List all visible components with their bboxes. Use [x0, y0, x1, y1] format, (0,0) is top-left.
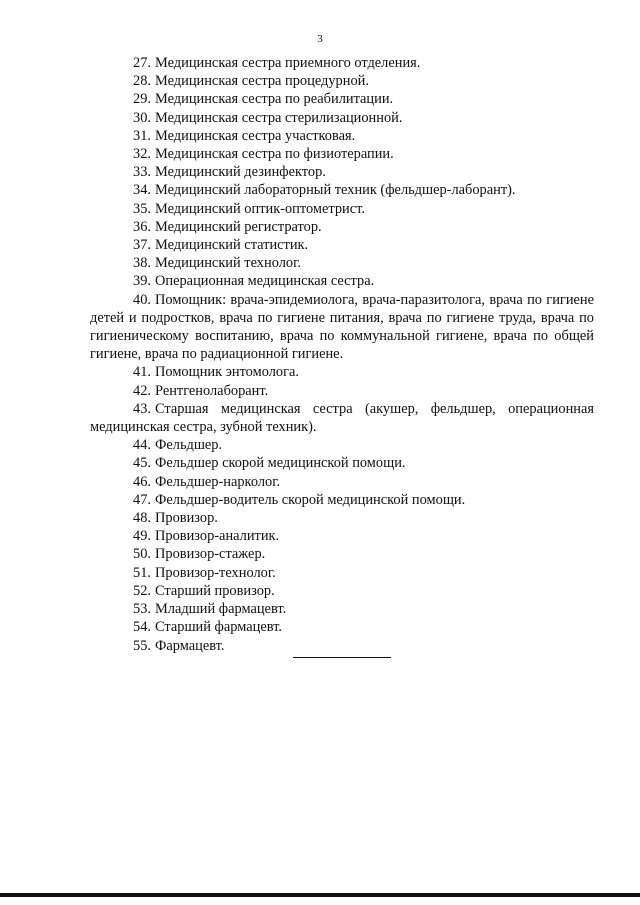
list-item-number: 50. — [133, 546, 151, 563]
list-item-text: Медицинский дезинфектор. — [155, 164, 326, 181]
list-item — [90, 400, 594, 436]
list-item-text: Фармацевт. — [155, 637, 225, 654]
list-item — [90, 254, 594, 272]
list-item-number: 42. — [133, 382, 151, 399]
list-item-text: Медицинская сестра участковая. — [155, 127, 356, 144]
list-item-number: 40. — [133, 291, 151, 308]
list-item-text: Медицинский регистратор. — [155, 218, 322, 235]
list-item — [90, 545, 594, 563]
list-item-number: 27. — [133, 55, 151, 71]
list-item-text: Провизор-аналитик. — [155, 528, 280, 545]
list-item — [90, 54, 594, 72]
list-item — [90, 236, 594, 254]
list-item-number: 37. — [133, 237, 151, 254]
list-item-number: 39. — [133, 273, 151, 290]
list-item-number: 29. — [133, 91, 151, 108]
list-item-text: Фельдшер скорой медицинской помощи. — [155, 455, 406, 472]
list-item-number: 34. — [133, 182, 151, 199]
list-item-text: Старшая медицинская сестра (акушер, фельдшер, операционная медицинская сестра, зубной техник). — [90, 400, 594, 436]
list-item-text: Старший фармацевт. — [155, 619, 282, 636]
list-item-number: 38. — [133, 255, 151, 272]
list-item-text: Младший фармацевт. — [155, 601, 287, 618]
page-bottom-edge — [0, 893, 640, 897]
list-item-text: Фельдшер-нарколог. — [155, 473, 281, 490]
list-item — [90, 582, 594, 600]
list-item-text: Медицинский оптик-оптометрист. — [155, 200, 365, 217]
list-item-number: 48. — [133, 510, 151, 527]
list-item-number: 55. — [133, 637, 151, 654]
list-item-text: Медицинский лабораторный техник (фельдшер-лаборант). — [155, 182, 516, 199]
list-item — [90, 491, 594, 509]
list-item — [90, 618, 594, 636]
list-item-text: Медицинский технолог. — [155, 255, 301, 272]
list-item — [90, 363, 594, 381]
list-item-text: Фельдшер. — [155, 437, 223, 454]
list-item — [90, 291, 594, 364]
list-item-number: 53. — [133, 601, 151, 618]
list-item-text: Медицинская сестра по реабилитации. — [155, 91, 394, 108]
list-item-number: 44. — [133, 437, 151, 454]
list-item-number: 28. — [133, 73, 151, 90]
list-item — [90, 436, 594, 454]
list-item — [90, 90, 594, 108]
list-item-number: 47. — [133, 491, 151, 508]
list-item-text: Медицинская сестра по физиотерапии. — [155, 146, 394, 163]
list-item — [90, 163, 594, 181]
list-item-text: Медицинский статистик. — [155, 237, 309, 254]
list-item-text: Операционная медицинская сестра. — [155, 273, 375, 290]
list-item-number: 46. — [133, 473, 151, 490]
list-item-text: Помощник энтомолога. — [155, 364, 299, 381]
list-item-text: Рентгенолаборант. — [155, 382, 269, 399]
list-item-number: 43. — [133, 400, 151, 417]
list-item-text: Провизор-стажер. — [155, 546, 266, 563]
list-item — [90, 72, 594, 90]
list-item-number: 35. — [133, 200, 151, 217]
list-item — [90, 454, 594, 472]
list-item — [90, 109, 594, 127]
list-item — [90, 200, 594, 218]
list-item-text: Медицинская сестра стерилизационной. — [155, 109, 403, 126]
list-item-text: Провизор. — [155, 510, 218, 527]
end-divider-line — [293, 657, 391, 658]
list-item-number: 30. — [133, 109, 151, 126]
list-item-number: 51. — [133, 564, 151, 581]
list-item-text: Медицинская сестра приемного отделения. — [155, 55, 421, 71]
list-item-text: Старший провизор. — [155, 582, 275, 599]
position-list — [90, 54, 594, 655]
list-item-number: 32. — [133, 146, 151, 163]
list-item-text: Помощник: врача-эпидемиолога, врача-паразитолога, врача по гигиене детей и подростков, врача по гигиене питания, врача по гигиене труда, врача по гигиеническому воспитанию, врача по коммунальной гигиене, врача по общей гигиене, врача по радиационной гигиене. — [90, 291, 594, 363]
list-item — [90, 564, 594, 582]
list-item — [90, 272, 594, 290]
page-number: 3 — [317, 33, 323, 45]
list-item — [90, 127, 594, 145]
list-item — [90, 382, 594, 400]
list-item-number: 31. — [133, 127, 151, 144]
list-item-number: 41. — [133, 364, 151, 381]
list-item — [90, 637, 594, 655]
list-item-number: 54. — [133, 619, 151, 636]
list-item — [90, 181, 594, 199]
list-item — [90, 145, 594, 163]
list-item — [90, 473, 594, 491]
list-item-number: 36. — [133, 218, 151, 235]
list-item — [90, 600, 594, 618]
list-item — [90, 527, 594, 545]
list-item-number: 45. — [133, 455, 151, 472]
list-item-text: Медицинская сестра процедурной. — [155, 73, 369, 90]
list-item-number: 49. — [133, 528, 151, 545]
list-item — [90, 509, 594, 527]
list-item — [90, 218, 594, 236]
list-item-number: 33. — [133, 164, 151, 181]
list-item-text: Фельдшер-водитель скорой медицинской помощи. — [155, 491, 466, 508]
list-item-number: 52. — [133, 582, 151, 599]
list-item-text: Провизор-технолог. — [155, 564, 276, 581]
